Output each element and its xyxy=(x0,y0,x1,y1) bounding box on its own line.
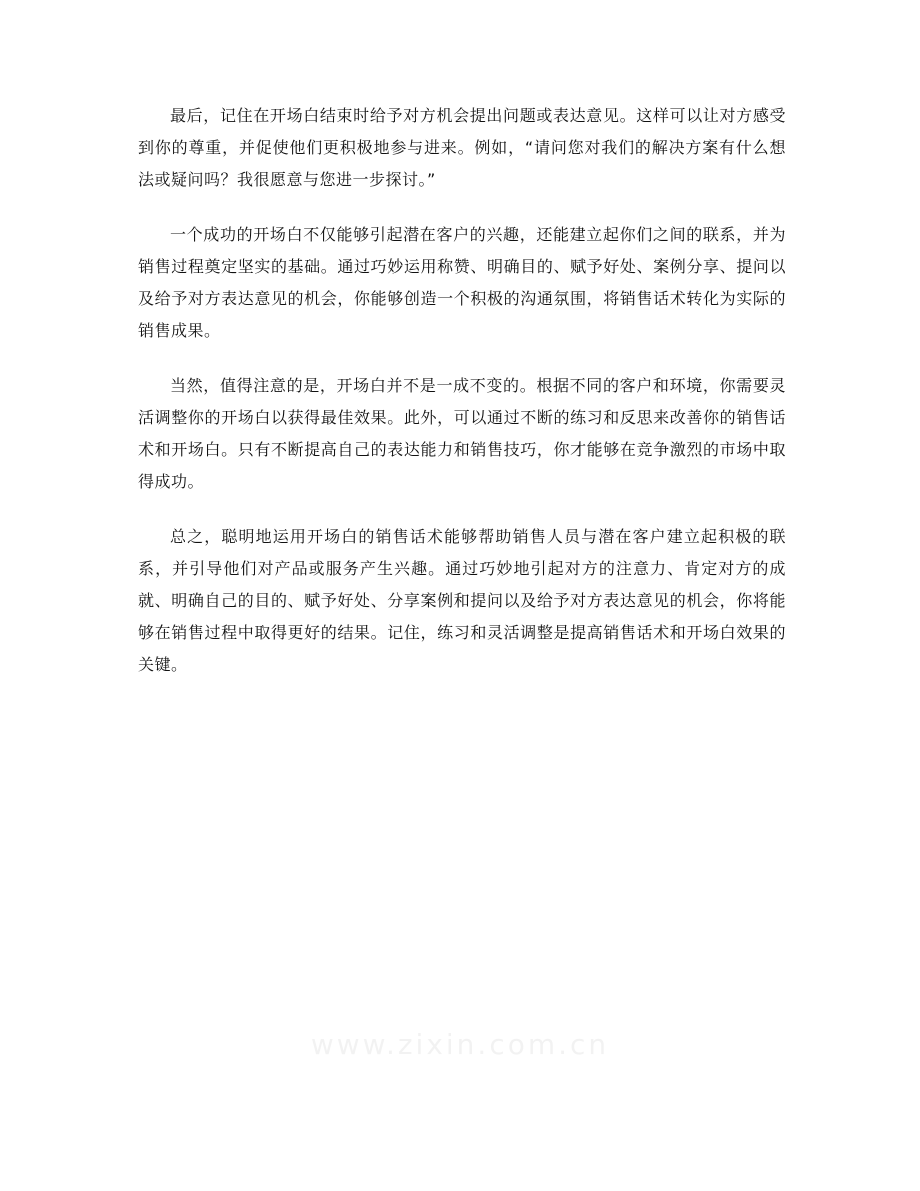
paragraph-3: 当然，值得注意的是，开场白并不是一成不变的。根据不同的客户和环境，你需要灵活调整你的开场白以获得最佳效果。此外，可以通过不断的练习和反思来改善你的销售话术和开场白。只有不断提高自己的表达能力和销售技巧，你才能够在竞争激烈的市场中取得成功。 xyxy=(138,376,786,491)
watermark: www.zixin.com.cn xyxy=(310,1028,610,1061)
document-body xyxy=(138,100,786,704)
paragraph-4: 总之，聪明地运用开场白的销售话术能够帮助销售人员与潜在客户建立起积极的联系，并引导他们对产品或服务产生兴趣。通过巧妙地引起对方的注意力、肯定对方的成就、明确自己的目的、赋予好处、分享案例和提问以及给予对方表达意见的机会，你将能够在销售过程中取得更好的结果。记住，练习和灵活调整是提高销售话术和开场白效果的关键。 xyxy=(138,527,786,674)
paragraph-2: 一个成功的开场白不仅能够引起潜在客户的兴趣，还能建立起你们之间的联系，并为销售过程奠定坚实的基础。通过巧妙运用称赞、明确目的、赋予好处、案例分享、提问以及给予对方表达意见的机会，你能够创造一个积极的沟通氛围，将销售话术转化为实际的销售成果。 xyxy=(138,225,786,340)
paragraph-1: 最后，记住在开场白结束时给予对方机会提出问题或表达意见。这样可以让对方感受到你的尊重，并促使他们更积极地参与进来。例如，“请问您对我们的解决方案有什么想法或疑问吗？我很愿意与您进一步探讨。” xyxy=(138,106,786,189)
